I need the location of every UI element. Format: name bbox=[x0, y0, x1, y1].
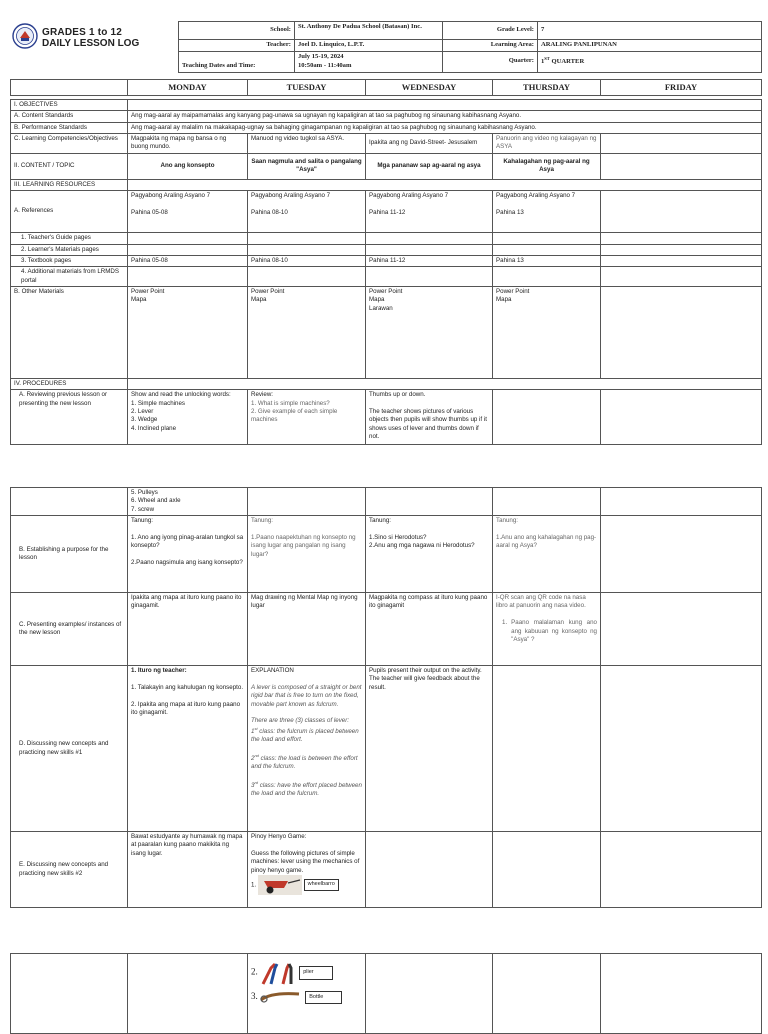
purpose-wednesday bbox=[366, 516, 493, 593]
ref-page-mon: Pahina 05-08 bbox=[131, 208, 168, 216]
topic-wednesday: Mga pananaw sap ag-aaral ng asya bbox=[366, 153, 493, 179]
game-item-1-answer: wheelbarro bbox=[304, 879, 339, 890]
dates-cell bbox=[295, 51, 443, 72]
textbook-pages-label: 3. Textbook pages bbox=[11, 255, 128, 266]
area-label: Learning Area: bbox=[443, 40, 538, 52]
presenting-monday: Ipakita ang mapa at ituro kung paano ito ginagamit. bbox=[128, 593, 248, 666]
day-wednesday: WEDNESDAY bbox=[366, 80, 493, 96]
form-title: GRADES 1 to 12 bbox=[42, 27, 123, 38]
game-item-3-num: 3. bbox=[251, 991, 258, 1001]
purpose-wed-tanong: Tanung: bbox=[369, 517, 392, 525]
bottle-opener-image-icon bbox=[259, 990, 303, 1004]
other-mapa-tue: Mapa bbox=[251, 296, 267, 304]
review-tue-1: 2. Give example of each simple machines bbox=[251, 408, 338, 424]
teachers-guide-label: 1. Teacher's Guide pages bbox=[11, 233, 128, 244]
add-mon bbox=[128, 267, 248, 287]
disc1-tue-c1 bbox=[251, 726, 362, 745]
other-mon bbox=[128, 286, 248, 378]
cont-thu bbox=[493, 488, 601, 516]
discussing2-wednesday bbox=[366, 832, 493, 908]
references-wednesday bbox=[366, 191, 493, 233]
review-mon-4: 4. Inclined plane bbox=[131, 424, 177, 432]
other-mapa-mon: Mapa bbox=[131, 296, 147, 304]
c3-sup: rd bbox=[254, 779, 259, 785]
discussing1-tuesday bbox=[248, 666, 366, 832]
p3-mon bbox=[128, 954, 248, 1034]
grade-label: Grade Level: bbox=[443, 22, 538, 40]
c2-text: class: the load is between the effort and the fulcrum. bbox=[251, 754, 358, 771]
day-monday: MONDAY bbox=[128, 80, 248, 96]
objectives-heading: I. OBJECTIVES bbox=[11, 100, 128, 111]
game-item-3-answer: Bottle bbox=[305, 991, 342, 1004]
p3-tuesday bbox=[248, 954, 366, 1034]
tb-page-tue: Pahina 08-10 bbox=[248, 255, 366, 266]
disc1-mon-1: 2. Ipakita ang mapa at ituro kung paano ito ginagamit. bbox=[131, 700, 241, 716]
cont-fri bbox=[601, 488, 762, 516]
c1-text: class: the fulcrum is placed between the load and effort. bbox=[251, 727, 359, 744]
purpose-mon-1: 2.Paano nagsimula ang isang konsepto? bbox=[131, 558, 243, 566]
game-item-2 bbox=[251, 960, 362, 990]
presenting-thursday bbox=[493, 593, 601, 666]
purpose-wed-1: 2.Anu ang mga nagawa ni Herodotus? bbox=[369, 542, 475, 550]
day-header-row bbox=[10, 79, 762, 96]
topic-friday bbox=[601, 153, 762, 179]
school-label: School: bbox=[179, 22, 295, 40]
reviewing-label: A. Reviewing previous lesson or presenting the new lesson bbox=[11, 390, 128, 445]
tg-wed bbox=[366, 233, 493, 244]
p3-fri bbox=[601, 954, 762, 1034]
discussing1-label: D. Discussing new concepts and practicing new skills #1 bbox=[11, 666, 128, 832]
grade-value: 7 bbox=[538, 22, 762, 40]
purpose-label: B. Establishing a purpose for the lesson bbox=[11, 516, 128, 593]
references-friday bbox=[601, 191, 762, 233]
tg-tue bbox=[248, 233, 366, 244]
ref-page-thu: Pahina 13 bbox=[496, 208, 524, 216]
cont-wed bbox=[366, 488, 493, 516]
presenting-thu-qtext: Paano malalaman kung ano ang kabuuan ng konsepto ng "Asya" ? bbox=[511, 619, 597, 643]
disc2-tue-text: Guess the following pictures of simple machines: lever using the mechanics of pinoy henyo game. bbox=[251, 849, 360, 874]
other-mapa-thu: Mapa bbox=[496, 296, 512, 304]
lm-tue bbox=[248, 244, 366, 255]
disc1-tue-2: There are three (3) classes of lever: bbox=[251, 717, 350, 725]
other-tue bbox=[248, 286, 366, 378]
procedures-heading: IV. PROCEDURES bbox=[11, 378, 128, 389]
competency-thursday: Panuorin ang video ng kalagayan ng ASYA bbox=[493, 134, 601, 154]
c2-num: 2 bbox=[251, 754, 255, 762]
cont-mon-0: 5. Pulleys bbox=[131, 489, 158, 496]
game-item-2-num: 2. bbox=[251, 966, 258, 977]
game-item-1 bbox=[251, 875, 362, 895]
learners-materials-label: 2. Learner's Materials pages bbox=[11, 244, 128, 255]
presenting-wednesday: Magpakita ng compass at ituro kung paano ito ginagamit bbox=[366, 593, 493, 666]
cont-label bbox=[11, 488, 128, 516]
purpose-mon-tanong: Tanung: bbox=[131, 517, 154, 525]
reviewing-friday bbox=[601, 390, 762, 445]
review-mon-1: 1. Simple machines bbox=[131, 399, 185, 407]
lm-wed bbox=[366, 244, 493, 255]
other-mapa-wed: Mapa bbox=[369, 296, 385, 304]
reviewing-monday bbox=[128, 390, 248, 445]
discussing2-label: E. Discussing new concepts and practicing new skills #2 bbox=[11, 832, 128, 908]
add-fri bbox=[601, 267, 762, 287]
plier-image-icon bbox=[259, 960, 297, 986]
performance-standards-label: B. Performance Standards bbox=[11, 122, 128, 133]
lesson-table-page3 bbox=[10, 953, 762, 1034]
p3-thu bbox=[493, 954, 601, 1034]
disc1-mon-title: 1. Ituro ng teacher: bbox=[131, 667, 187, 675]
competencies-label: C. Learning Competencies/Objectives bbox=[11, 134, 128, 154]
disc1-tue-c2 bbox=[251, 753, 362, 772]
review-mon-3: 3. Wedge bbox=[131, 416, 158, 424]
ref-page-wed: Pahina 11-12 bbox=[369, 208, 406, 216]
dates-label: Teaching Dates and Time: bbox=[179, 51, 295, 72]
disc1-mon-0: 1. Talakayin ang kahulugan ng konsepto. bbox=[131, 683, 244, 691]
purpose-tue-tanong: Tanung: bbox=[251, 517, 274, 525]
tg-mon bbox=[128, 233, 248, 244]
content-standards-text: Ang mag-aaral ay maipamamalas ang kanyang pag-unawa sa ugnayan ng kapaligiran at tao sa paghubog ng sinaunang kabihasnang Asyano. bbox=[128, 111, 762, 122]
presenting-label: C. Presenting examples/ instances of the new lesson bbox=[11, 593, 128, 666]
c1-sup: st bbox=[254, 725, 258, 731]
teacher-value: Joel D. Linquico, L.P.T. bbox=[295, 40, 443, 52]
time-value: 10:50am - 11:40am bbox=[298, 61, 352, 69]
disc2-tue-title: Pinoy Henyo Game: bbox=[251, 833, 307, 841]
discussing1-wednesday: Pupils present their output on the activity. The teacher will give feedback about the result. bbox=[366, 666, 493, 832]
content-topic-label: II. CONTENT / TOPIC bbox=[11, 153, 128, 179]
other-thu bbox=[493, 286, 601, 378]
references-thursday bbox=[493, 191, 601, 233]
quarter-word: QUARTER bbox=[549, 58, 585, 66]
c3-text: class: have the effort placed between the load and the fulcrum. bbox=[251, 781, 362, 798]
other-fri bbox=[601, 286, 762, 378]
presenting-thu-text: I-QR scan ang QR code na nasa libro at panuorin ang nasa video. bbox=[496, 594, 586, 610]
other-pp-thu: Power Point bbox=[496, 287, 530, 295]
quarter-sup: ST bbox=[544, 56, 550, 62]
quarter-num: 1 bbox=[541, 58, 545, 66]
game-item-2-answer: plier bbox=[299, 966, 332, 979]
cont-mon-1: 6. Wheel and axle bbox=[131, 497, 181, 505]
discussing1-thursday bbox=[493, 666, 601, 832]
presenting-friday bbox=[601, 593, 762, 666]
references-label: A. References bbox=[11, 191, 128, 233]
disc1-tue-1: A lever is composed of a straight or bent rigid bar that is free to turn on the fixed, movable part known as fulcrum. bbox=[251, 683, 362, 708]
presenting-thu-qnum: 1. bbox=[502, 619, 508, 627]
reviewing-tuesday bbox=[248, 390, 366, 445]
other-pp-mon: Power Point bbox=[131, 287, 165, 295]
competency-wednesday: Ipakita ang ng David-Street- Jesusalem bbox=[366, 134, 493, 154]
other-wed bbox=[366, 286, 493, 378]
tb-page-wed: Pahina 11-12 bbox=[366, 255, 493, 266]
c3-num: 3 bbox=[251, 781, 255, 789]
review-wed-2: The teacher shows pictures of various objects then pupils will show thumbs up if it shows uses of lever and thumbs down if not. bbox=[369, 408, 487, 441]
purpose-thu-tanong: Tanung: bbox=[496, 517, 519, 525]
discussing2-thursday bbox=[493, 832, 601, 908]
ref-book-mon: Pagyabong Araling Asyano 7 bbox=[131, 192, 211, 200]
tg-fri bbox=[601, 233, 762, 244]
day-thursday: THURSDAY bbox=[493, 80, 601, 96]
topic-tuesday: Saan nagmula and salita o pangalang "Asya" bbox=[248, 153, 366, 179]
p3-wed bbox=[366, 954, 493, 1034]
ref-book-wed: Pagyabong Araling Asyano 7 bbox=[369, 192, 449, 200]
reviewing-wednesday bbox=[366, 390, 493, 445]
day-tuesday: TUESDAY bbox=[248, 80, 366, 96]
game-item-3 bbox=[251, 990, 362, 1004]
day-blank bbox=[11, 80, 128, 96]
review-tue-title: Review: bbox=[251, 391, 274, 399]
purpose-thu-0: 1.Anu ano ang kahalagahan ng pag-aaral ng Asya? bbox=[496, 533, 597, 550]
lm-mon bbox=[128, 244, 248, 255]
form-subtitle: DAILY LESSON LOG bbox=[42, 38, 140, 49]
references-monday bbox=[128, 191, 248, 233]
presenting-thu-question bbox=[496, 619, 597, 644]
purpose-monday bbox=[128, 516, 248, 593]
topic-monday: Ano ang konsepto bbox=[128, 153, 248, 179]
c2-sup: nd bbox=[254, 752, 259, 758]
wheelbarrow-image-icon bbox=[258, 875, 302, 895]
ref-page-tue: Pahina 08-10 bbox=[251, 208, 288, 216]
add-wed bbox=[366, 267, 493, 287]
tb-page-fri bbox=[601, 255, 762, 266]
tg-thu bbox=[493, 233, 601, 244]
game-item-1-num: 1. bbox=[251, 881, 257, 889]
discussing2-friday bbox=[601, 832, 762, 908]
day-friday: FRIDAY bbox=[601, 80, 762, 96]
add-thu bbox=[493, 267, 601, 287]
p3-label bbox=[11, 954, 128, 1034]
ref-book-tue: Pagyabong Araling Asyano 7 bbox=[251, 192, 331, 200]
review-mon-2: 2. Lever bbox=[131, 408, 154, 416]
tb-page-thu: Pahina 13 bbox=[493, 255, 601, 266]
c1-num: 1 bbox=[251, 727, 255, 735]
ref-book-thu: Pagyabong Araling Asyano 7 bbox=[496, 192, 576, 200]
resources-blank bbox=[128, 179, 762, 190]
content-standards-label: A. Content Standards bbox=[11, 111, 128, 122]
performance-standards-text: Ang mag-aaral ay malalim na makakapag-ugnay sa bahaging ginagampanan ng kapaligiran at tao sa paghubog ng sinaunang kabihasnang Asyano. bbox=[128, 122, 762, 133]
school-value: St. Anthony De Padua School (Batasan) Inc. bbox=[295, 22, 443, 40]
review-wed-1: Thumbs up or down. bbox=[369, 391, 426, 399]
reviewing-thursday bbox=[493, 390, 601, 445]
other-pp-wed: Power Point bbox=[369, 287, 403, 295]
lesson-table-page2 bbox=[10, 487, 762, 908]
procedures-blank bbox=[128, 378, 762, 389]
teacher-label: Teacher: bbox=[179, 40, 295, 52]
discussing1-friday bbox=[601, 666, 762, 832]
disc1-tue-title: EXPLANATION bbox=[251, 667, 294, 675]
review-tue-0: 1. What is simple machines? bbox=[251, 399, 330, 407]
objectives-blank bbox=[128, 100, 762, 111]
cont-monday bbox=[128, 488, 248, 516]
lm-fri bbox=[601, 244, 762, 255]
other-pp-tue: Power Point bbox=[251, 287, 285, 295]
add-tue bbox=[248, 267, 366, 287]
other-materials-label: B. Other Materials bbox=[11, 286, 128, 378]
discussing2-tuesday bbox=[248, 832, 366, 908]
quarter-label: Quarter: bbox=[443, 51, 538, 72]
review-mon-0: Show and read the unlocking words: bbox=[131, 391, 231, 399]
additional-materials-label: 4. Additional materials from LRMDS portal bbox=[11, 267, 128, 287]
tb-page-mon: Pahina 05-08 bbox=[128, 255, 248, 266]
lesson-table-page1 bbox=[10, 99, 762, 445]
presenting-tuesday: Mag drawing ng Mental Map ng inyong lugar bbox=[248, 593, 366, 666]
dates-value: July 15-19, 2024 bbox=[298, 52, 344, 60]
purpose-wed-0: 1.Sino si Herodotus? bbox=[369, 533, 427, 541]
purpose-tue-0: 1.Paano naapektuhan ng konsepto ng isang lugar ang pangalan ng isang lugar? bbox=[251, 533, 356, 558]
cont-tue bbox=[248, 488, 366, 516]
discussing1-monday bbox=[128, 666, 248, 832]
disc1-tue-c3 bbox=[251, 780, 362, 799]
topic-thursday: Kahalagahan ng pag-aaral ng Asya bbox=[493, 153, 601, 179]
header-table bbox=[178, 21, 762, 73]
resources-heading: III. LEARNING RESOURCES bbox=[11, 179, 128, 190]
purpose-mon-0: 1. Ano ang iyong pinag-aralan tungkol sa konsepto? bbox=[131, 533, 244, 550]
discussing2-monday: Bawat estudyante ay humawak ng mapa at paaralan kung paano makikita ng isang lugar. bbox=[128, 832, 248, 908]
competency-tuesday: Manuod ng video tugkol sa ASYA. bbox=[248, 134, 366, 154]
deped-seal-icon bbox=[12, 23, 38, 49]
references-tuesday bbox=[248, 191, 366, 233]
purpose-friday bbox=[601, 516, 762, 593]
area-value: ARALING PANLIPUNAN bbox=[538, 40, 762, 52]
purpose-tuesday bbox=[248, 516, 366, 593]
other-larawan-wed: Larawan bbox=[369, 304, 393, 312]
competency-monday: Magpakita ng mapa ng bansa o ng buong mundo. bbox=[128, 134, 248, 154]
purpose-thursday bbox=[493, 516, 601, 593]
lm-thu bbox=[493, 244, 601, 255]
quarter-value bbox=[538, 51, 762, 72]
cont-mon-2: 7. screw bbox=[131, 505, 155, 513]
competency-friday bbox=[601, 134, 762, 154]
